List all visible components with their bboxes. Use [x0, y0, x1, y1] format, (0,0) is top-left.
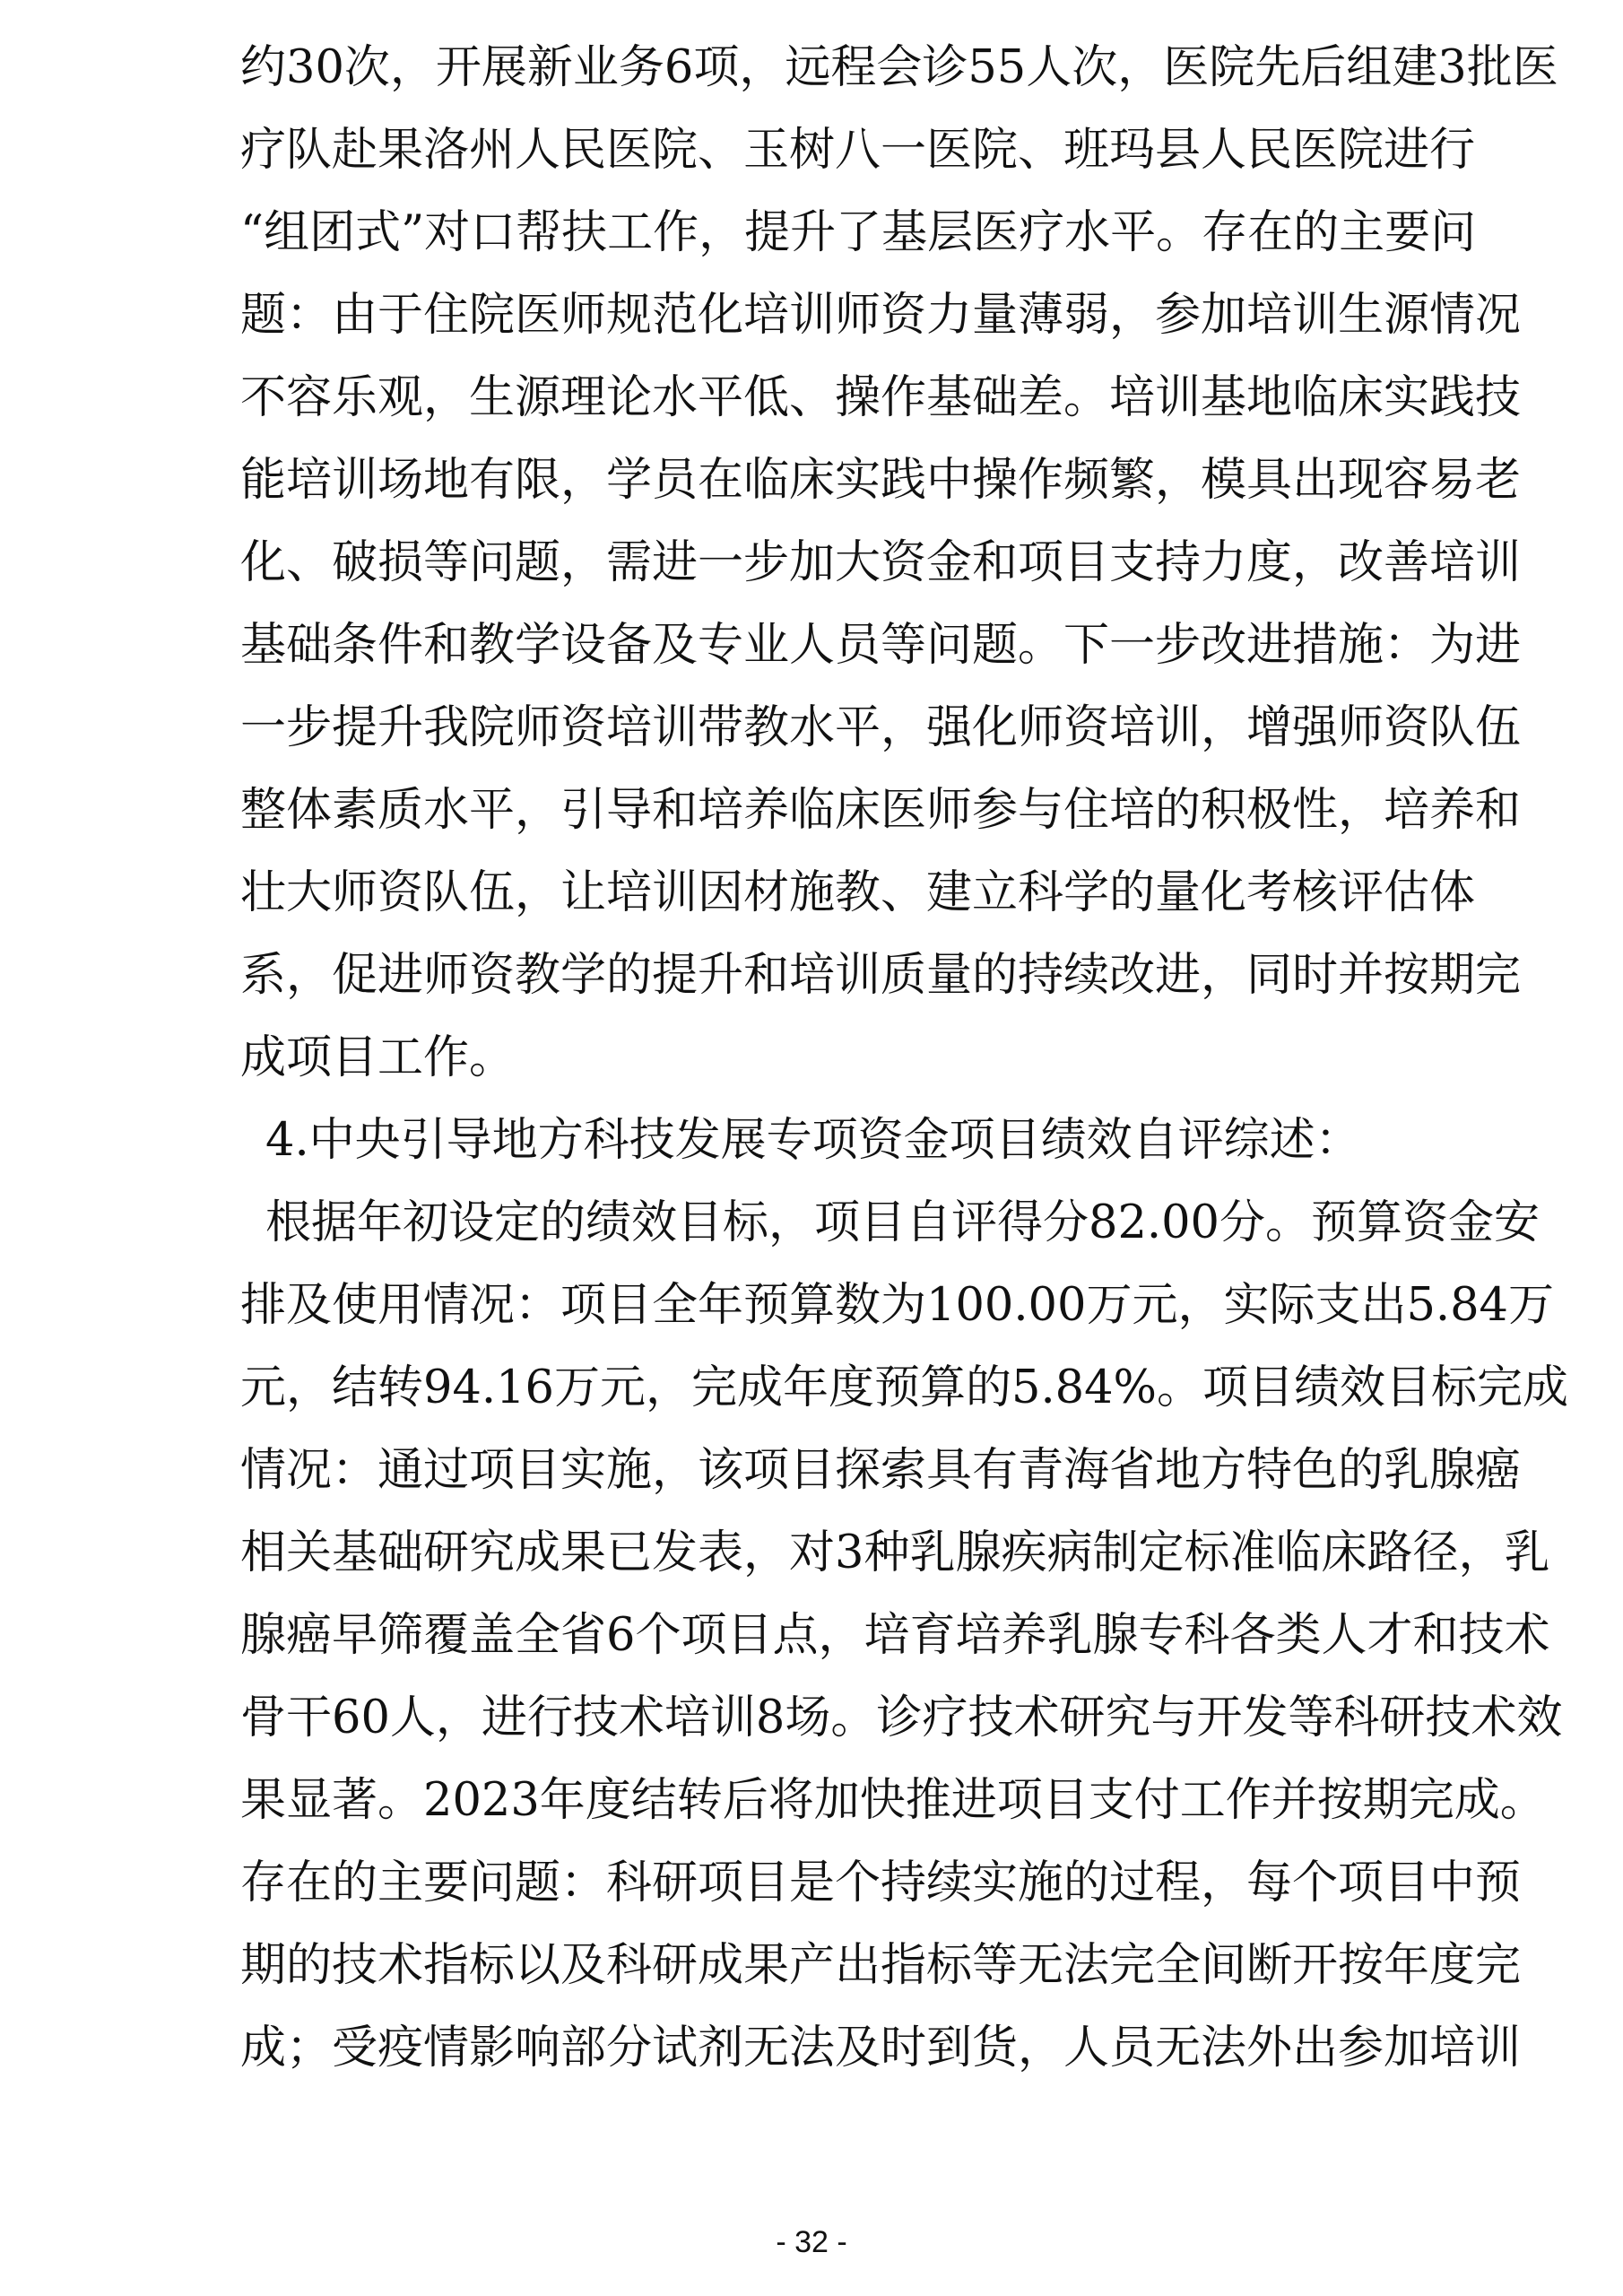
text-line: 相关基础研究成果已发表，对3种乳腺疾病制定标准临床路径，乳	[240, 1526, 1550, 1579]
text-line: 成；受疫情影响部分试剂无法及时到货，人员无法外出参加培训	[240, 2022, 1522, 2074]
text-line: 存在的主要问题：科研项目是个持续实施的过程，每个项目中预	[240, 1857, 1522, 1909]
text-line: 基础条件和教学设备及专业人员等问题。下一步改进措施：为进	[240, 619, 1522, 672]
text-line: 不容乐观，生源理论水平低、操作基础差。培训基地临床实践技	[240, 371, 1522, 424]
body-text	[240, 27, 1569, 2090]
text-line: 排及使用情况：项目全年预算数为100.00万元，实际支出5.84万	[240, 1279, 1555, 1332]
text-line: 约30次，开展新业务6项，远程会诊55人次，医院先后组建3批医	[240, 41, 1558, 94]
text-line: 果显著。2023年度结转后将加快推进项目支付工作并按期完成。	[240, 1774, 1546, 1827]
text-line: 根据年初设定的绩效目标，项目自评得分82.00分。预算资金安	[265, 1196, 1541, 1249]
text-line: 整体素质水平，引导和培养临床医师参与住培的积极性，培养和	[240, 784, 1522, 837]
text-line: 元，结转94.16万元，完成年度预算的5.84%。项目绩效目标完成	[240, 1361, 1569, 1414]
text-line: 疗队赴果洛州人民医院、玉树八一医院、班玛县人民医院进行	[240, 124, 1476, 177]
text-line: 成项目工作。	[240, 1031, 516, 1084]
text-line: 期的技术指标以及科研成果产出指标等无法完全间断开按年度完	[240, 1939, 1522, 1992]
text-line: 题：由于住院医师规范化培训师资力量薄弱，参加培训生源情况	[240, 289, 1522, 342]
text-line: 一步提升我院师资培训带教水平，强化师资培训，增强师资队伍	[240, 701, 1522, 754]
section-heading: 4.中央引导地方科技发展专项资金项目绩效自评综述：	[265, 1114, 1361, 1167]
text-line: 壮大师资队伍，让培训因材施教、建立科学的量化考核评估体	[240, 866, 1476, 919]
text-line: 系，促进师资教学的提升和培训质量的持续改进，同时并按期完	[240, 949, 1522, 1002]
text-line: 骨干60人，进行技术培训8场。诊疗技术研究与开发等科研技术效	[240, 1692, 1563, 1744]
text-line: 能培训场地有限，学员在临床实践中操作频繁，模具出现容易老	[240, 454, 1522, 507]
text-line: “组团式”对口帮扶工作，提升了基层医疗水平。存在的主要问	[240, 206, 1477, 259]
text-line: 腺癌早筛覆盖全省6个项目点，培育培养乳腺专科各类人才和技术	[240, 1609, 1550, 1662]
page-number: - 32 -	[776, 2225, 847, 2259]
text-line: 化、破损等问题，需进一步加大资金和项目支持力度，改善培训	[240, 536, 1522, 589]
text-line: 情况：通过项目实施，该项目探索具有青海省地方特色的乳腺癌	[240, 1444, 1522, 1497]
